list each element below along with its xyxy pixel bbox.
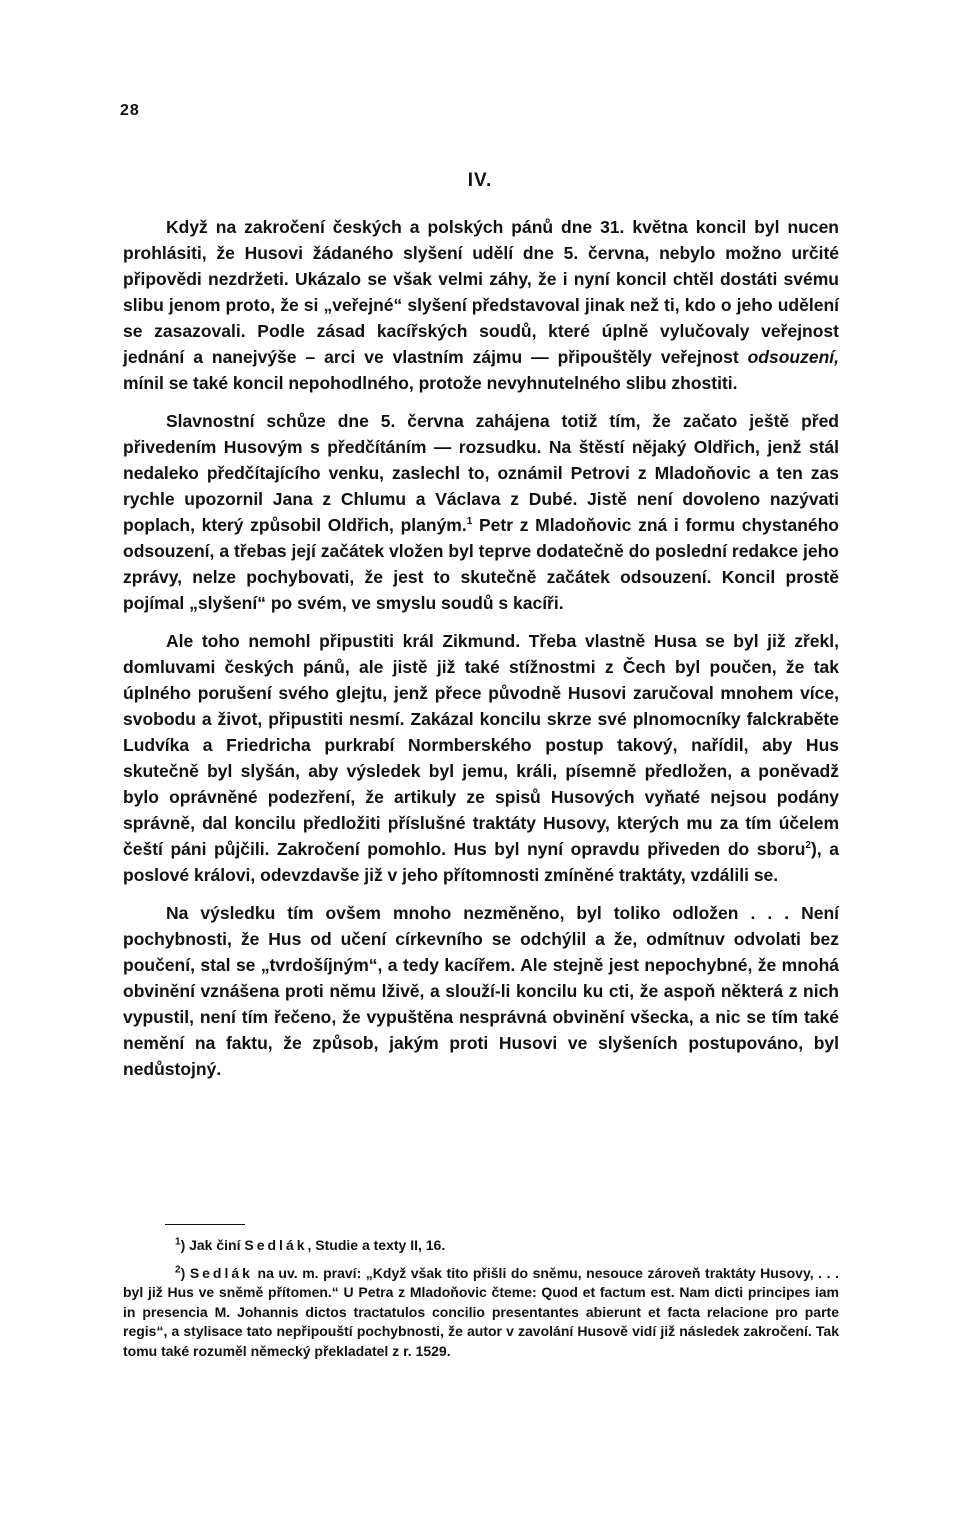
paragraph-1-text: Když na zakročení českých a polských pánů dne 31. května koncil byl nucen prohlásiti, že Husovi žádaného slyšení udělí dne 5. června, nebylo možno určité připovědi nezdržeti. Ukázalo se však velmi záhy, že i nyní koncil chtěl dostáti svému slibu jenom proto, že si „veřejné“ slyšení představoval jinak než ti, kdo o jeho udělení se zasazovali. Podle zásad kacířských soudů, které úplně vylučovaly veřejnost jednání a nanejvýše – arci ve vlastním zájmu — připouštěly veřejnost xyxy=(123,217,839,367)
paragraph-1 xyxy=(123,214,839,396)
footnote-2-post: na uv. m. praví: „Když však tito přišli do sněmu, nesouce zároveň traktáty Husovy, . . . byl již Hus ve sněmě přítomen.“ U Petra z Mladoňovic čteme: Quod et factum est. Nam dicti principes iam in presencia M. Johannis dictos tractatulos concilio presentantes abierunt et facta relacione pro parte regis“, a stylisace tato nepřipouští pochybnosti, že autor v zavolání Husově vidí již následek zakročení. Tak tomu také rozuměl německý překladatel z r. 1529. xyxy=(123,1264,839,1359)
footnote-2 xyxy=(123,1264,839,1362)
paragraph-3-end: ), a poslové královi, odevzdavše již v jeho přítomnosti zmíněné traktáty, vzdálili se. xyxy=(123,839,839,885)
paragraph-2-end: Petr z Mladoňovic zná i formu chystaného odsouzení, a třebas její začátek vložen byl teprve dodatečně do poslední redakce jeho zprávy, nelze pochybovati, že jest to skutečně začátek odsouzení. Koncil prostě pojímal „slyšení“ po svém, ve smyslu soudů s kacíři. xyxy=(123,515,839,613)
paragraph-2 xyxy=(123,408,839,616)
main-text xyxy=(123,214,839,1094)
chapter-heading: IV. xyxy=(467,170,493,191)
page-number: 28 xyxy=(120,102,140,119)
paragraph-1-italic: odsouzení, xyxy=(747,347,839,367)
footnote-2-pre: ) xyxy=(180,1264,190,1281)
footnotes xyxy=(123,1236,839,1369)
paragraph-4: Na výsledku tím ovšem mnoho nezměněno, byl toliko odložen . . . Není pochybnosti, že Hus od učení církevního se odchýlil a že, odmítnuv odvolati bez poučení, stal se „tvrdošíjným“, a tedy kacířem. Ale stejně jest nepochybné, že mnohá obvinění vznášena proti němu lživě, a slouží-li koncilu ku cti, že aspoň některá z nich vypustil, není tím řečeno, že vypuštěna nesprávná obvinění všecka, a nic se tím také nemění na faktu, že způsob, jakým proti Husovi ve slyšeních postupováno, byl nedůstojný. xyxy=(123,903,839,1079)
footnote-1 xyxy=(123,1236,839,1256)
footnote-1-author: Sedlák xyxy=(244,1237,308,1253)
footnote-1-post: , Studie a texty II, 16. xyxy=(307,1237,446,1253)
footnote-2-author: Sedlák xyxy=(189,1264,253,1281)
paragraph-3-text: Ale toho nemohl připustiti král Zikmund. Třeba vlastně Husa se byl již zřekl, domluvami českých pánů, ale jistě již také stížnostmi z Čech byl poučen, že tak úplného porušení svého glejtu, jenž přece původně Husovi zaručoval mnohem více, svobodu a život, připustiti nesmí. Zakázal koncilu skrze své plnomocníky falckraběte Ludvíka a Friedricha purkrabí Normberského postup takový, nařídil, aby Hus skutečně byl slyšán, aby výsledek byl jemu, králi, písemně předložen, a poněvadž bylo oprávněné podezření, že artikuly ze spisů Husových vyňaté nejsou podány správně, dal koncilu předložiti příslušné traktáty Husovy, kterých mu za tím účelem čeští páni půjčili. Zakročení pomohlo. Hus byl nyní opravdu přiveden do sboru xyxy=(123,631,839,859)
footnote-divider xyxy=(165,1224,245,1225)
paragraph-3 xyxy=(123,628,839,888)
footnote-1-pre: ) Jak činí xyxy=(180,1237,245,1253)
footnote-1-mark: 1 xyxy=(175,1236,181,1248)
footnote-2-mark: 2 xyxy=(175,1263,181,1275)
paragraph-1-end: mínil se také koncil nepohodlného, protože nevyhnutelného slibu zhostiti. xyxy=(123,373,738,393)
footnote-ref-2: 2 xyxy=(805,840,811,852)
paragraph-2-text: Slavnostní schůze dne 5. června zahájena totiž tím, že začato ještě před přivedením Husovým s předčítáním — rozsudku. Na štěstí nějaký Oldřich, jenž stál nedaleko předčítajícího venku, zaslechl to, oznámil Petrovi z Mladoňovic a ten zas rychle upozornil Jana z Chlumu a Václava z Dubé. Jistě není dovoleno nazývati poplach, který způsobil Oldřich, planým. xyxy=(123,411,839,535)
footnote-ref-1: 1 xyxy=(466,516,473,528)
